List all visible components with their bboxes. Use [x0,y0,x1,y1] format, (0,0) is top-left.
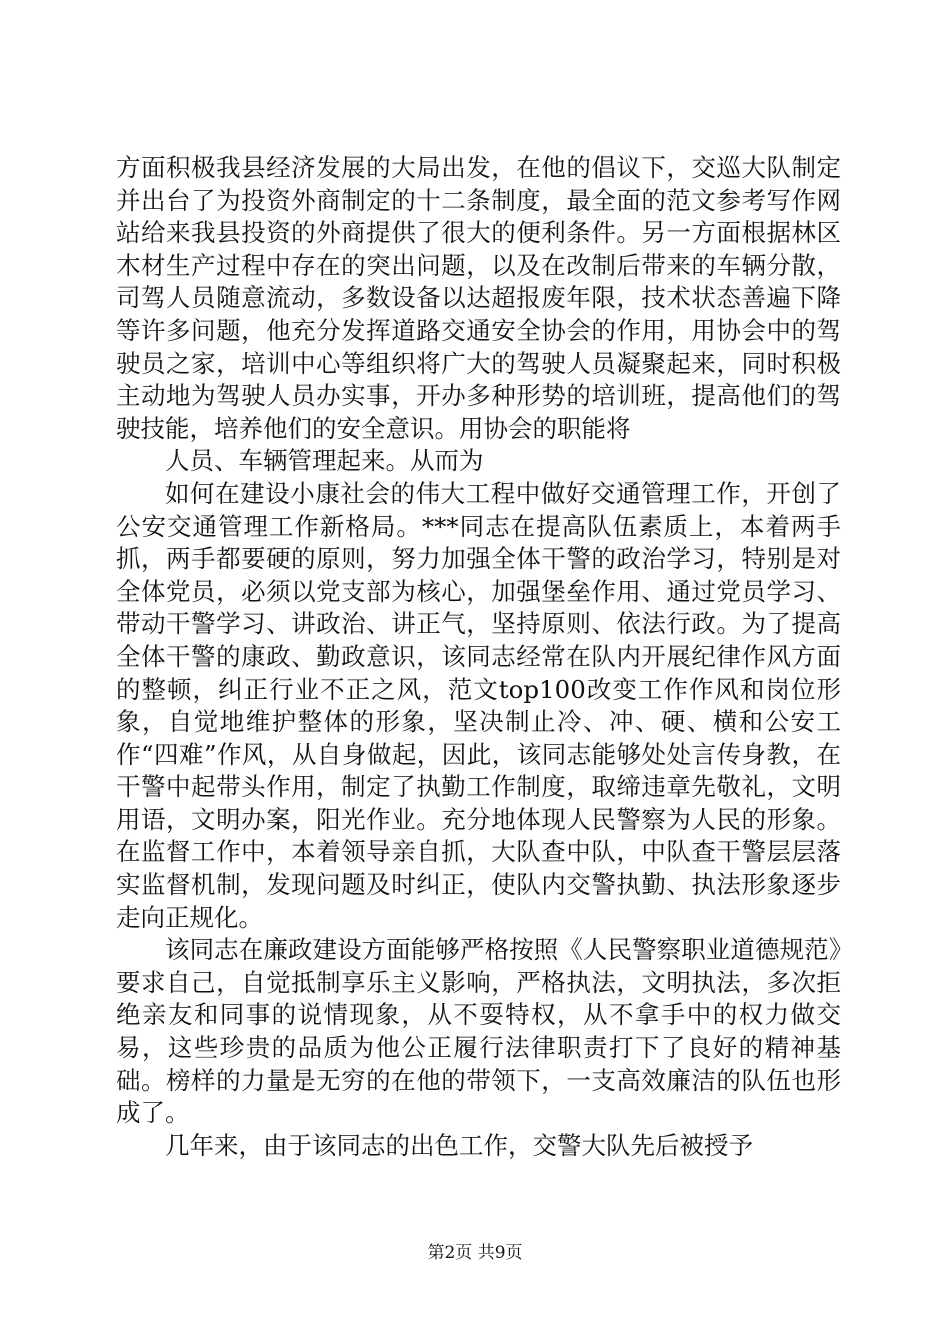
page-number-label: 第2页 共9页 [427,1243,523,1263]
paragraph-1: 方面积极我县经济发展的大局出发，在他的倡议下，交巡大队制定并出台了为投资外商制定的十二条制度，最全面的范文参考写作网站给来我县投资的外商提供了很大的便利条件。另一方面根据林区木材生产过程中存在的突出问题，以及在改制后带来的车辆分散，司驾人员随意流动，多数设备以达超报废年限，技术状态善遍下降等许多问题，他充分发挥道路交通安全协会的作用，用协会中的驾驶员之家，培训中心等组织将广大的驾驶人员凝聚起来，同时积极主动地为驾驶人员办实事，开办多种形势的培训班，提高他们的驾驶技能，培养他们的安全意识。用协会的职能将 [116,153,841,443]
paragraph-3: 如何在建设小康社会的伟大工程中做好交通管理工作，开创了公安交通管理工作新格局。***同志在提高队伍素质上，本着两手抓，两手都要硬的原则，努力加强全体干警的政治学习，特别是对全体党员，必须以党支部为核心，加强堡垒作用、通过党员学习、带动干警学习、讲政治、讲正气，坚持原则、依法行政。为了提高全体干警的康政、勤政意识，该同志经常在队内开展纪律作风方面的整顿，纠正行业不正之风，范文top100改变工作作风和岗位形象，自觉地维护整体的形象，坚决制止冷、冲、硬、横和公安工作“四难”作风，从自身做起，因此，该同志能够处处言传身教，在干警中起带头作用，制定了执勤工作制度，取缔违章先敬礼，文明用语，文明办案，阳光作业。充分地体现人民警察为人民的形象。在监督工作中，本着领导亲自抓，大队查中队，中队查干警层层落实监督机制，发现问题及时纠正，使队内交警执勤、执法形象逐步走向正规化。 [116,478,841,932]
paragraph-5: 几年来，由于该同志的出色工作，交警大队先后被授予 [165,1130,753,1160]
paragraph-2: 人员、车辆管理起来。从而为 [165,446,484,476]
paragraph-4: 该同志在廉政建设方面能够严格按照《人民警察职业道德规范》要求自己，自觉抵制享乐主义影响，严格执法，文明执法，多次拒绝亲友和同事的说情现象，从不耍特权，从不拿手中的权力做交易，这些珍贵的品质为他公正履行法律职责打下了良好的精神基础。榜样的力量是无穷的在他的带领下，一支高效廉洁的队伍也形成了。 [116,935,841,1128]
body-text [116,152,841,1162]
page-footer [0,1242,950,1264]
